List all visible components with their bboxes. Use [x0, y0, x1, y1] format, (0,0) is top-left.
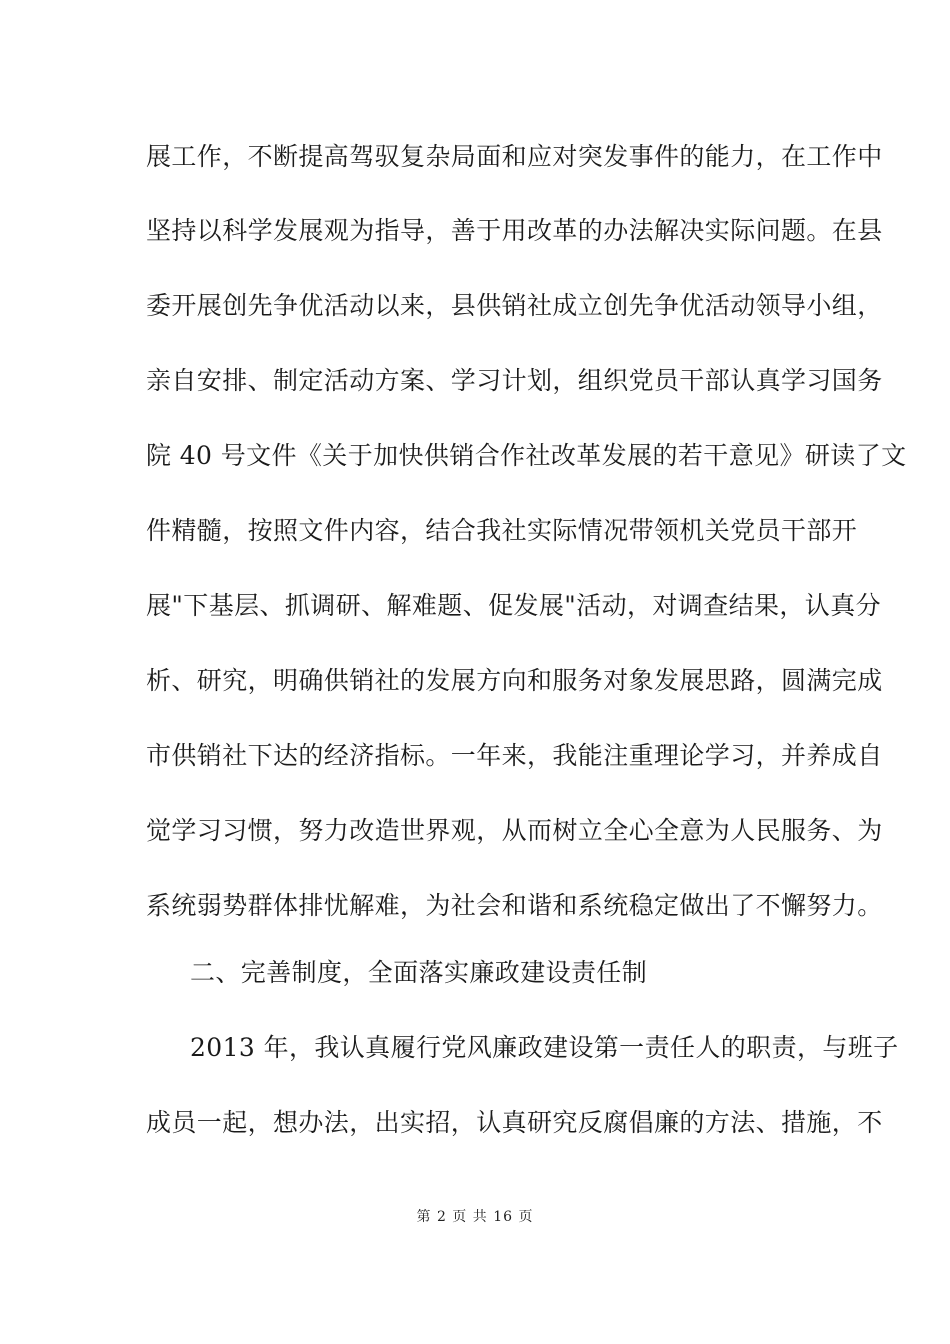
- body-text-line: 觉学习习惯，努力改造世界观，从而树立全心全意为人民服务、为: [146, 816, 883, 845]
- body-text-line: 展"下基层、抓调研、解难题、促发展"活动，对调查结果，认真分: [146, 591, 882, 620]
- body-text-line: 市供销社下达的经济指标。一年来，我能注重理论学习，并养成自: [146, 741, 883, 770]
- body-text-line: 院 40 号文件《关于加快供销合作社改革发展的若干意见》研读了文: [146, 441, 907, 470]
- body-text-line: 析、研究，明确供销社的发展方向和服务对象发展思路，圆满完成: [146, 666, 883, 695]
- body-text-line: 展工作，不断提高驾驭复杂局面和应对突发事件的能力，在工作中: [146, 142, 883, 171]
- body-text-line: 件精髓，按照文件内容，结合我社实际情况带领机关党员干部开: [146, 516, 858, 545]
- section-heading: 二、完善制度，全面落实廉政建设责任制: [190, 958, 648, 987]
- body-text-line: 委开展创先争优活动以来，县供销社成立创先争优活动领导小组，: [146, 291, 883, 320]
- body-text-line: 成员一起，想办法，出实招，认真研究反腐倡廉的方法、措施，不: [146, 1108, 883, 1137]
- paragraph-start-line: 2013 年，我认真履行党风廉政建设第一责任人的职责，与班子: [190, 1033, 899, 1062]
- body-text-line: 亲自安排、制定活动方案、学习计划，组织党员干部认真学习国务: [146, 366, 883, 395]
- body-text-line: 系统弱势群体排忧解难，为社会和谐和系统稳定做出了不懈努力。: [146, 891, 883, 920]
- body-text-line: 坚持以科学发展观为指导，善于用改革的办法解决实际问题。在县: [146, 216, 883, 245]
- page-number-footer: 第 2 页 共 16 页: [416, 1209, 534, 1225]
